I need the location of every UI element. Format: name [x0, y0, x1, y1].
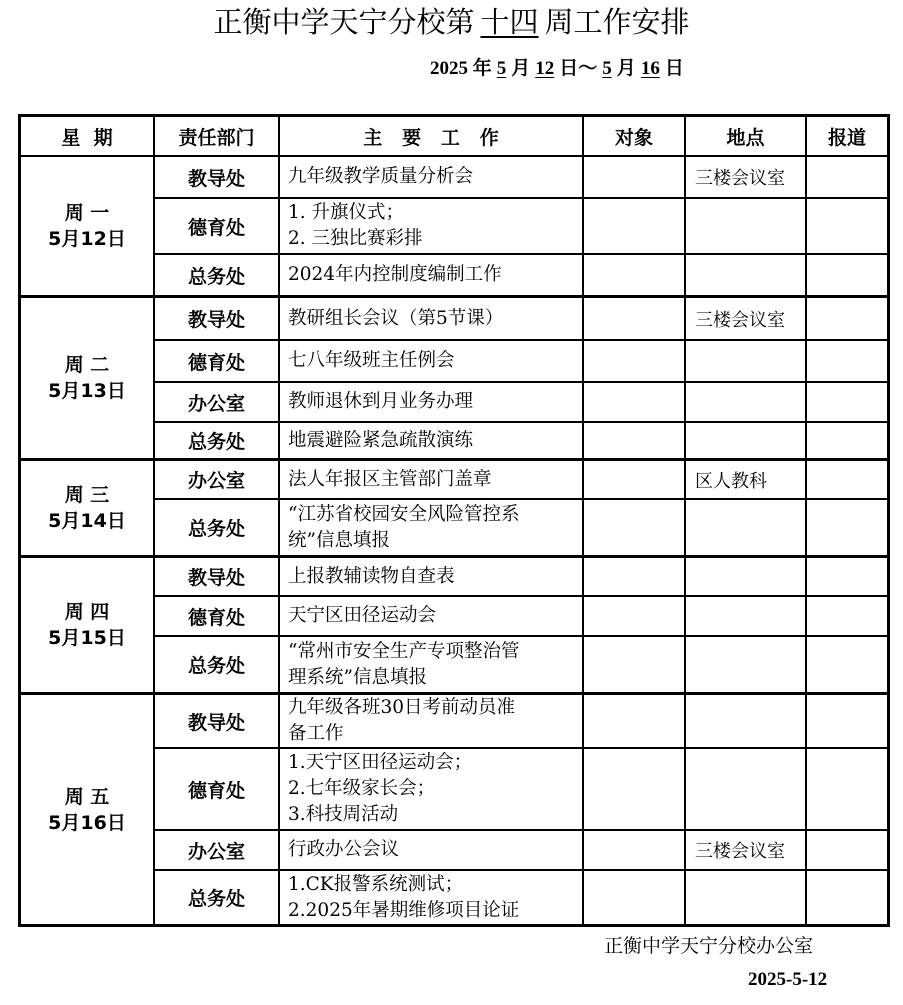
report-cell: [806, 340, 888, 382]
report-cell: [806, 422, 888, 459]
task-cell: [279, 198, 583, 254]
place-cell: 三楼会议室: [685, 156, 806, 198]
title-prefix: 正衡中学天宁分校第: [213, 5, 475, 39]
task-line: 七八年级班主任例会: [288, 350, 455, 371]
report-cell: [806, 636, 888, 693]
weekday-date: 5月13日: [48, 380, 126, 402]
weekday-cell: [20, 156, 154, 296]
dept-cell: 总务处: [154, 254, 279, 296]
target-cell: [583, 340, 685, 382]
target-cell: [583, 636, 685, 693]
target-cell: [583, 296, 685, 340]
title-suffix: 周工作安排: [544, 5, 690, 39]
dept-cell: 办公室: [154, 459, 279, 499]
date-range: [430, 54, 684, 84]
weekday-date: 5月16日: [48, 811, 126, 834]
page-title: [0, 2, 903, 42]
task-line: 1.CK报警系统测试；: [288, 873, 464, 895]
target-cell: [583, 693, 685, 748]
target-cell: [583, 198, 685, 254]
header-target: 对象: [583, 116, 685, 156]
task-line: 统”信息填报: [288, 529, 390, 551]
date-end-month-unit: 月: [616, 58, 636, 79]
weekday-label: 周 三: [64, 484, 110, 506]
report-cell: [806, 748, 888, 830]
task-line: 法人年报区主管部门盖章: [288, 468, 492, 490]
report-cell: [806, 830, 888, 870]
report-cell: [806, 254, 888, 296]
task-cell: [279, 499, 583, 556]
task-line: 2.七年级家长会；: [288, 778, 436, 799]
dept-cell: 德育处: [154, 596, 279, 636]
task-cell: [279, 340, 583, 382]
place-cell: [685, 499, 806, 556]
weekday-date: 5月14日: [48, 510, 126, 532]
task-cell: [279, 296, 583, 340]
place-cell: [685, 596, 806, 636]
task-cell: [279, 870, 583, 925]
place-cell: 三楼会议室: [685, 830, 806, 870]
task-line: 理系统”信息填报: [288, 666, 427, 688]
title-week-number: 十四: [480, 5, 539, 39]
target-cell: [583, 830, 685, 870]
date-month-unit: 月: [511, 58, 531, 79]
task-cell: [279, 382, 583, 422]
dept-cell: 德育处: [154, 198, 279, 254]
target-cell: [583, 254, 685, 296]
date-day-unit: 日～: [559, 58, 598, 79]
date-start-day: 12: [535, 58, 555, 79]
report-cell: [806, 870, 888, 925]
dept-cell: 教导处: [154, 693, 279, 748]
date-end-day: 16: [640, 58, 660, 79]
task-line: 3.科技周活动: [288, 804, 399, 825]
weekday-cell: [20, 296, 154, 459]
place-cell: [685, 636, 806, 693]
place-cell: 区人教科: [685, 459, 806, 499]
task-line: 2024年内控制度编制工作: [288, 264, 502, 285]
report-cell: [806, 596, 888, 636]
task-line: “江苏省校园安全风险管控系: [288, 503, 520, 525]
dept-cell: 德育处: [154, 748, 279, 830]
dept-cell: 办公室: [154, 830, 279, 870]
report-cell: [806, 459, 888, 499]
place-cell: [685, 340, 806, 382]
task-line: “常州市安全生产专项整治管: [288, 640, 520, 662]
place-cell: [685, 693, 806, 748]
target-cell: [583, 499, 685, 556]
target-cell: [583, 748, 685, 830]
schedule-table: [18, 114, 890, 927]
target-cell: [583, 422, 685, 459]
report-cell: [806, 693, 888, 748]
weekday-label: 周 一: [64, 202, 110, 224]
header-place: 地点: [685, 116, 806, 156]
place-cell: [685, 556, 806, 596]
dept-cell: 总务处: [154, 499, 279, 556]
target-cell: [583, 156, 685, 198]
task-line: 教师退休到月业务办理: [288, 391, 474, 412]
dept-cell: 教导处: [154, 156, 279, 198]
weekday-label: 周 二: [64, 354, 110, 376]
task-line: 1.天宁区田径运动会；: [288, 752, 473, 773]
table-row: [20, 296, 888, 340]
report-cell: [806, 296, 888, 340]
task-cell: [279, 693, 583, 748]
table-row: [20, 156, 888, 198]
date-year-unit: 年: [472, 58, 492, 79]
task-cell: [279, 830, 583, 870]
target-cell: [583, 596, 685, 636]
schedule-body: [20, 156, 888, 925]
dept-cell: 办公室: [154, 382, 279, 422]
task-line: 行政办公会议: [288, 839, 400, 860]
task-cell: [279, 636, 583, 693]
header-work: 主 要 工 作: [279, 116, 583, 156]
weekday-cell: [20, 693, 154, 925]
footer-organization: 正衡中学天宁分校办公室: [604, 935, 814, 957]
dept-cell: 德育处: [154, 340, 279, 382]
table-row: [20, 459, 888, 499]
task-line: 九年级各班30日考前动员准: [288, 697, 516, 718]
task-line: 备工作: [288, 723, 344, 744]
report-cell: [806, 499, 888, 556]
report-cell: [806, 156, 888, 198]
weekday-date: 5月15日: [48, 627, 126, 649]
place-cell: [685, 422, 806, 459]
header-report: 报道: [806, 116, 888, 156]
target-cell: [583, 556, 685, 596]
place-cell: 三楼会议室: [685, 296, 806, 340]
task-cell: [279, 596, 583, 636]
date-year: 2025: [430, 58, 468, 79]
header-weekday: 星 期: [20, 116, 154, 156]
task-cell: [279, 748, 583, 830]
target-cell: [583, 870, 685, 925]
task-cell: [279, 156, 583, 198]
weekday-label: 周 四: [64, 601, 110, 623]
weekday-cell: [20, 556, 154, 693]
weekday-label: 周 五: [64, 785, 110, 808]
weekday-cell: [20, 459, 154, 556]
dept-cell: 教导处: [154, 556, 279, 596]
dept-cell: 教导处: [154, 296, 279, 340]
dept-cell: 总务处: [154, 422, 279, 459]
task-cell: [279, 422, 583, 459]
header-dept: 责任部门: [154, 116, 279, 156]
task-line: 上报教辅读物自查表: [288, 565, 455, 587]
place-cell: [685, 870, 806, 925]
target-cell: [583, 382, 685, 422]
task-cell: [279, 556, 583, 596]
task-line: 2.2025年暑期维修项目论证: [288, 899, 520, 921]
table-row: [20, 556, 888, 596]
footer-date: 2025-5-12: [748, 969, 828, 990]
task-line: 1. 升旗仪式；: [288, 202, 405, 223]
weekday-date: 5月12日: [48, 228, 126, 250]
date-end-day-unit: 日: [664, 58, 684, 79]
dept-cell: 总务处: [154, 870, 279, 925]
task-line: 九年级教学质量分析会: [288, 166, 474, 187]
task-line: 2. 三独比赛彩排: [288, 228, 423, 249]
report-cell: [806, 198, 888, 254]
task-line: 地震避险紧急疏散演练: [288, 429, 474, 451]
task-line: 教研组长会议（第5节课）: [288, 307, 504, 329]
report-cell: [806, 382, 888, 422]
place-cell: [685, 198, 806, 254]
target-cell: [583, 459, 685, 499]
table-row: [20, 693, 888, 748]
task-cell: [279, 254, 583, 296]
header-row: [20, 116, 888, 156]
task-cell: [279, 459, 583, 499]
report-cell: [806, 556, 888, 596]
date-end-month: 5: [602, 58, 612, 79]
dept-cell: 总务处: [154, 636, 279, 693]
date-start-month: 5: [496, 58, 507, 79]
place-cell: [685, 254, 806, 296]
place-cell: [685, 748, 806, 830]
place-cell: [685, 382, 806, 422]
task-line: 天宁区田径运动会: [288, 605, 437, 626]
